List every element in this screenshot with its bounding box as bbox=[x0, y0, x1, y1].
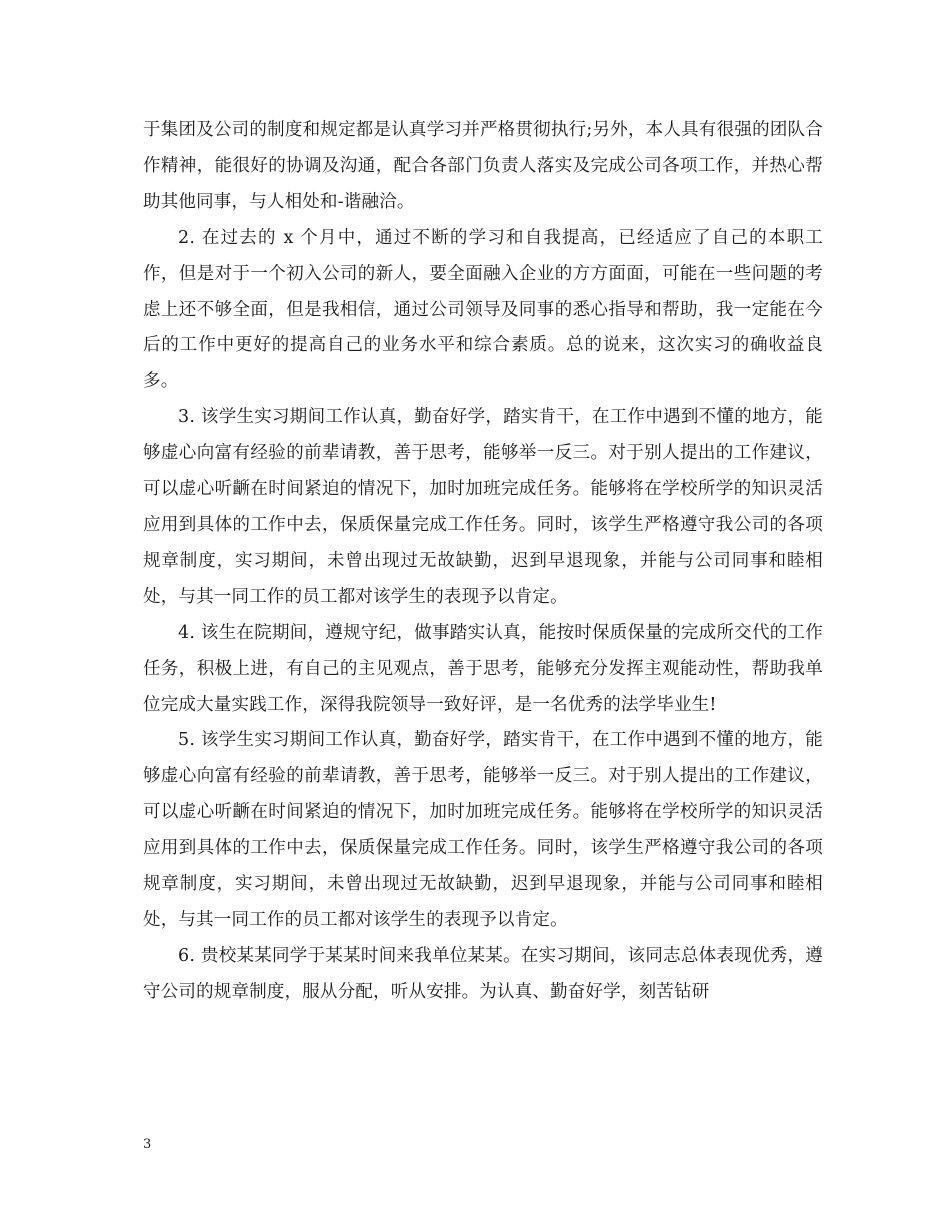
paragraph-item-2: 2. 在过去的 x 个月中，通过不断的学习和自我提高，已经适应了自己的本职工作，但是对于一个初入公司的新人，要全面融入企业的方方面面，可能在一些问题的考虑上还不够全面，但是我相信，通过公司领导及同事的悉心指导和帮助，我一定能在今后的工作中更好的提高自己的业务水平和综合素质。总的说来，这次实习的确收益良多。 bbox=[143, 227, 823, 392]
document-body bbox=[143, 113, 823, 1011]
paragraph-item-4: 4. 该生在院期间，遵规守纪，做事踏实认真，能按时保质保量的完成所交代的工作任务，积极上进，有自己的主见观点，善于思考，能够充分发挥主观能动性，帮助我单位完成大量实践工作，深得我院领导一致好评，是一名优秀的法学毕业生! bbox=[143, 622, 823, 715]
page-number: 3 bbox=[143, 1137, 152, 1152]
paragraph-continuation: 于集团及公司的制度和规定都是认真学习并严格贯彻执行;另外，本人具有很强的团队合作精神，能很好的协调及沟通，配合各部门负责人落实及完成公司各项工作，并热心帮助其他同事，与人相处和-谐融洽。 bbox=[143, 120, 823, 212]
paragraph-item-3: 3. 该学生实习期间工作认真，勤奋好学，踏实肯干，在工作中遇到不懂的地方，能够虚心向富有经验的前辈请教，善于思考，能够举一反三。对于别人提出的工作建议，可以虚心听齭在时间紧迫的情况下，加时加班完成任务。能够将在学校所学的知识灵活应用到具体的工作中去，保质保量完成工作任务。同时，该学生严格遵守我公司的各项规章制度，实习期间，未曾出现过无故缺勤，迟到早退现象，并能与公司同事和睦相处，与其一同工作的员工都对该学生的表现予以肯定。 bbox=[143, 407, 823, 607]
paragraph-item-5: 5. 该学生实习期间工作认真，勤奋好学，踏实肯干，在工作中遇到不懂的地方，能够虚心向富有经验的前辈请教，善于思考，能够举一反三。对于别人提出的工作建议，可以虚心听齭在时间紧迫的情况下，加时加班完成任务。能够将在学校所学的知识灵活应用到具体的工作中去，保质保量完成工作任务。同时，该学生严格遵守我公司的各项规章制度，实习期间，未曾出现过无故缺勤，迟到早退现象，并能与公司同事和睦相处，与其一同工作的员工都对该学生的表现予以肯定。 bbox=[143, 730, 823, 930]
paragraph-item-6: 6. 贵校某某同学于某某时间来我单位某某。在实习期间，该同志总体表现优秀，遵守公司的规章制度，服从分配，听从安排。为认真、勤奋好学，刻苦钻研 bbox=[143, 945, 823, 1002]
